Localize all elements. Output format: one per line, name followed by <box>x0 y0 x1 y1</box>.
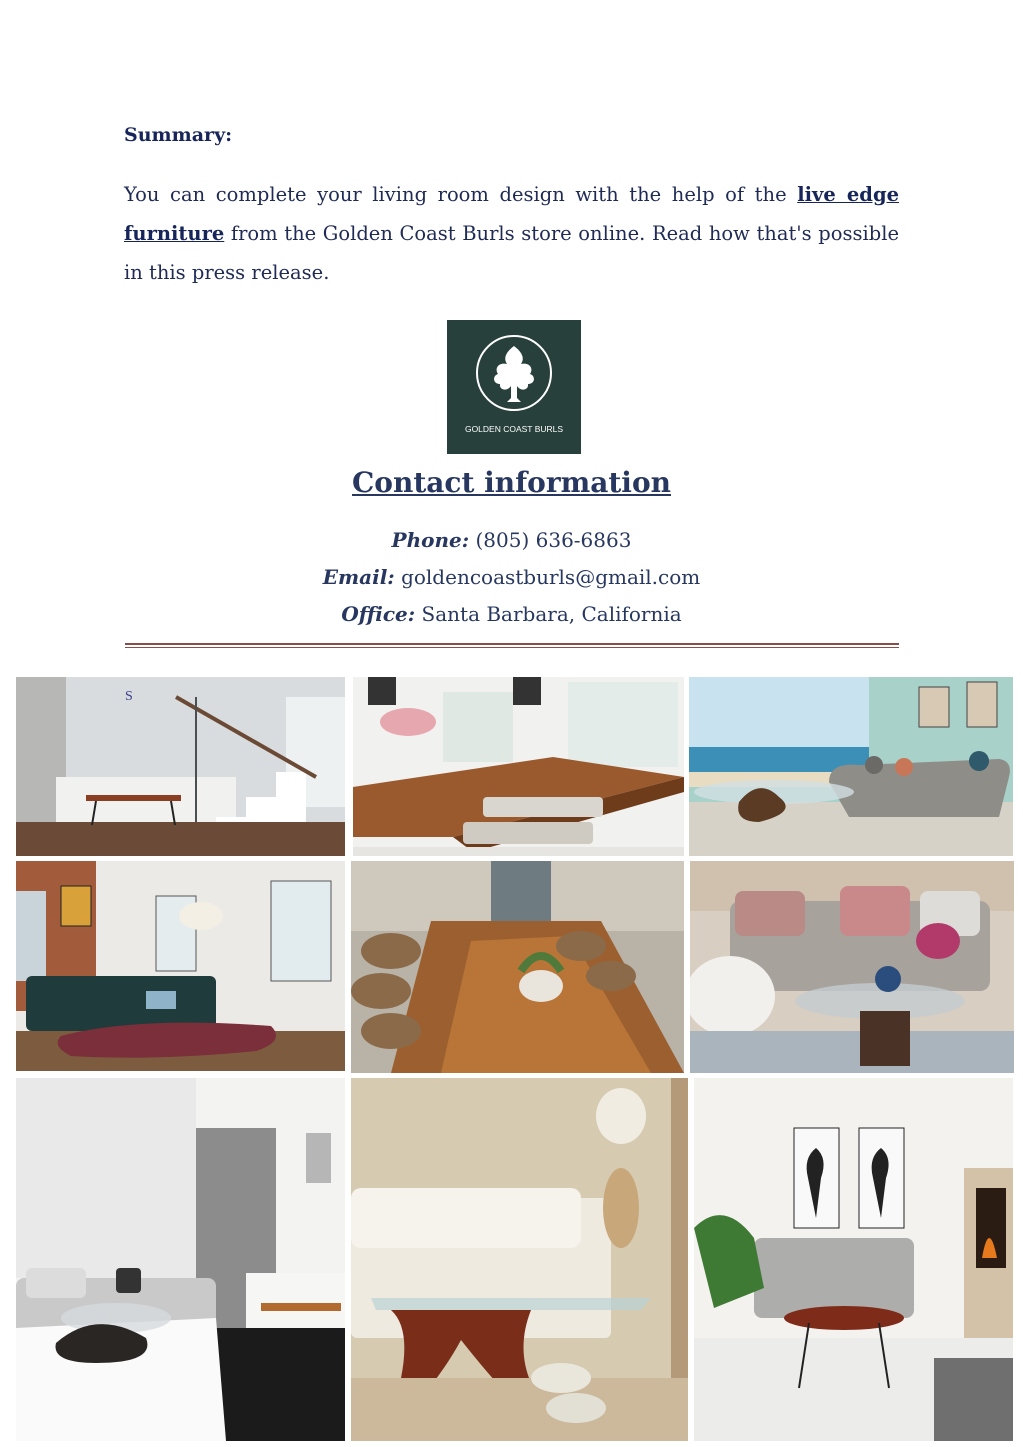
golden-coast-burls-logo <box>447 320 581 454</box>
office-value: Santa Barbara, California <box>421 602 682 626</box>
contact-heading: Contact information <box>352 466 671 499</box>
divider-line-top <box>125 643 899 645</box>
photo-dining-live-edge <box>353 677 684 856</box>
photo-mark-s: S <box>125 689 133 704</box>
summary-heading: Summary: <box>124 124 233 146</box>
divider-line-bottom <box>125 647 899 648</box>
photo-ocean-living-room <box>689 677 1013 856</box>
office-label: Office: <box>341 602 416 626</box>
photo-modern-living-room <box>16 1078 345 1441</box>
live-edge-furniture-link[interactable]: live edge furniture <box>124 183 899 245</box>
logo-text: GOLDEN COAST BURLS <box>464 424 564 434</box>
photo-loft-living-room <box>16 861 345 1071</box>
summary-text-after: from the Golden Coast Burls store online. Read how that's possible in this press release. <box>124 222 899 284</box>
office-line <box>0 602 1023 626</box>
photo-white-sofa-root-table <box>351 1078 688 1441</box>
photo-wall-art-resin-table <box>694 1078 1013 1441</box>
photo-pink-pillows-living-room <box>690 861 1014 1073</box>
summary-paragraph <box>124 175 899 292</box>
summary-text-before: You can complete your living room design with the help of the <box>124 183 798 206</box>
phone-line <box>0 528 1023 552</box>
photo-dining-wicker <box>351 861 684 1073</box>
email-line <box>0 565 1023 589</box>
phone-label: Phone: <box>391 528 470 552</box>
phone-value: (805) 636-6863 <box>475 528 632 552</box>
photo-staircase-room <box>16 677 345 856</box>
email-value: goldencoastburls@gmail.com <box>401 565 701 589</box>
email-label: Email: <box>322 565 395 589</box>
tree-in-circle-icon <box>494 346 534 402</box>
